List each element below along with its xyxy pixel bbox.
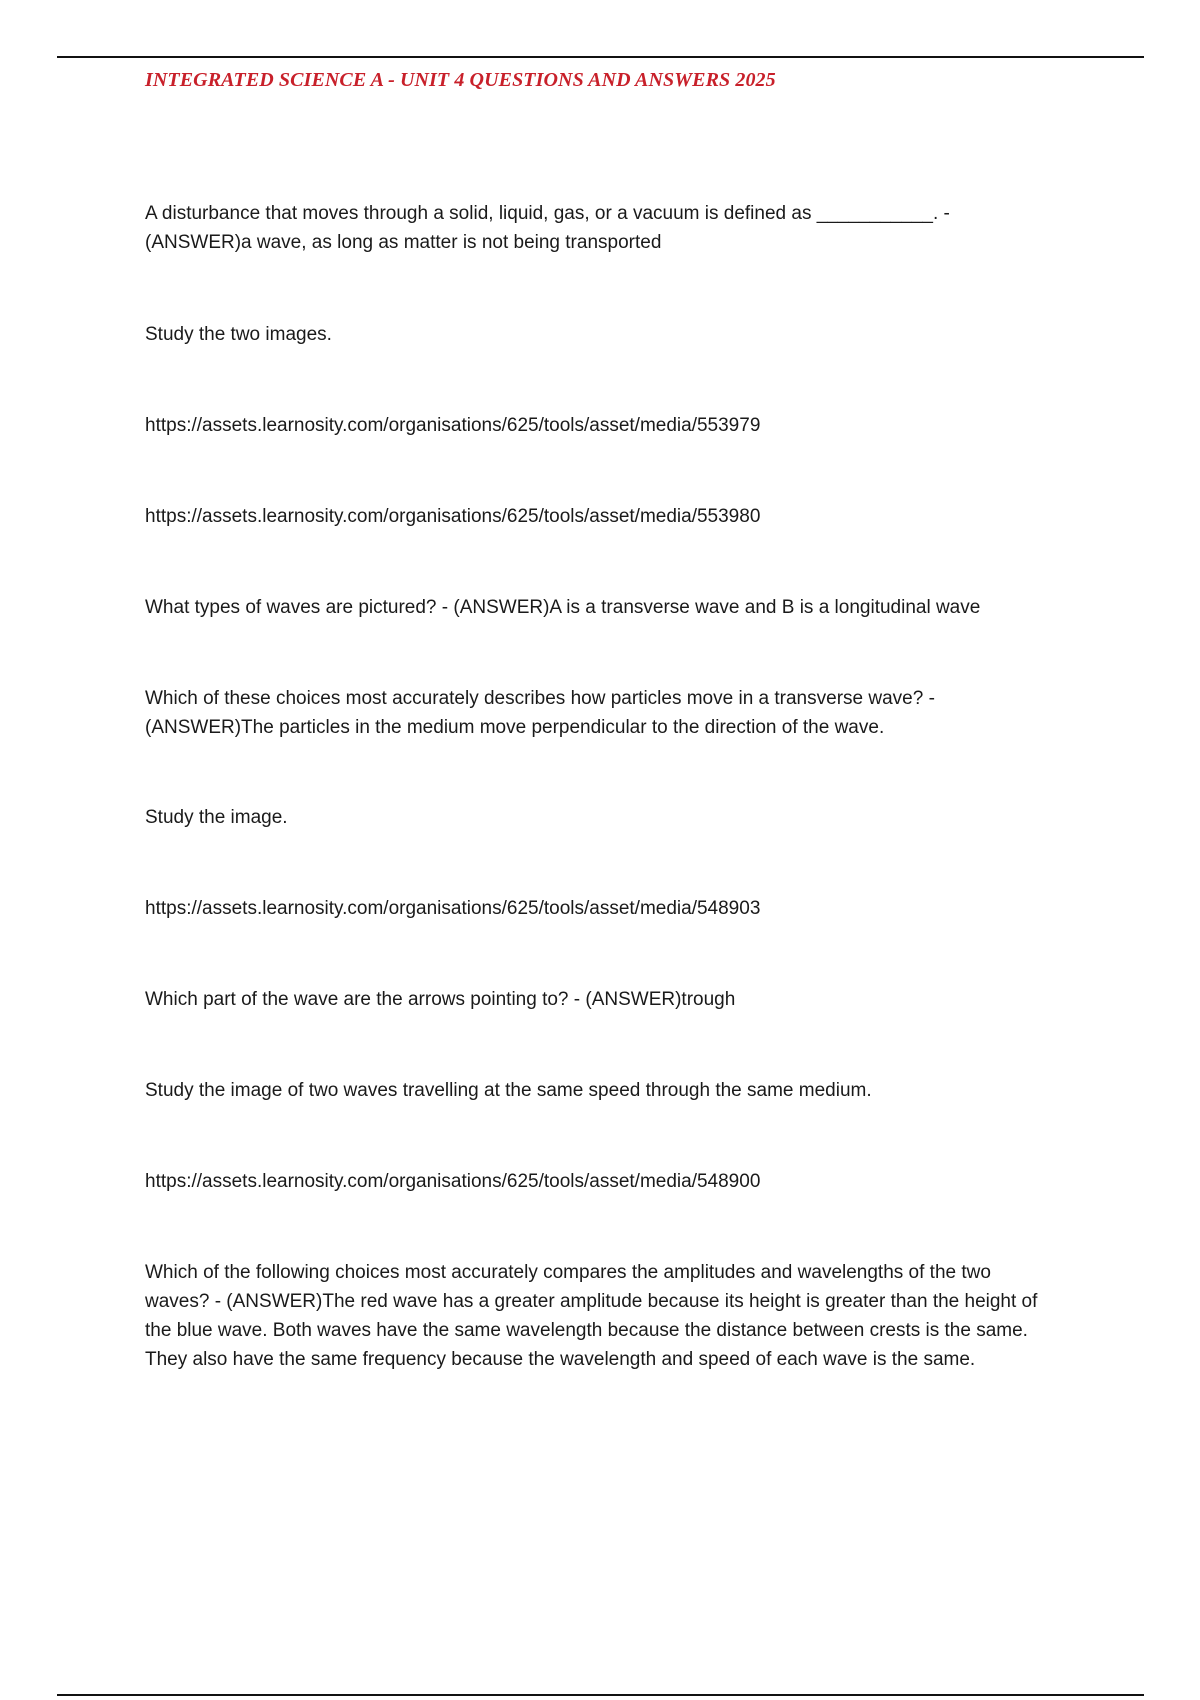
text-line: (ANSWER)The particles in the medium move perpendicular to the direction of the wave. [145, 717, 885, 738]
qa-paragraph-1 [145, 199, 1095, 257]
media-url-paragraph [145, 502, 1095, 531]
media-url-paragraph [145, 1167, 1095, 1196]
instruction-paragraph [145, 320, 1095, 349]
text-line: the blue wave. Both waves have the same wavelength because the distance between crests is the same. [145, 1320, 1028, 1341]
qa-paragraph-3 [145, 684, 1095, 742]
text-line: (ANSWER)a wave, as long as matter is not being transported [145, 232, 662, 253]
media-url-paragraph [145, 894, 1095, 923]
text-line: waves? - (ANSWER)The red wave has a greater amplitude because its height is greater than the height of [145, 1291, 1038, 1312]
media-url: https://assets.learnosity.com/organisations/625/tools/asset/media/553979 [145, 415, 761, 436]
media-url-paragraph [145, 411, 1095, 440]
media-url: https://assets.learnosity.com/organisations/625/tools/asset/media/553980 [145, 506, 761, 527]
text-line: Which of the following choices most accurately compares the amplitudes and wavelengths of the two [145, 1262, 991, 1283]
qa-paragraph-2 [145, 593, 1095, 622]
text-line: Which part of the wave are the arrows pointing to? - (ANSWER)trough [145, 989, 736, 1010]
top-rule [57, 56, 1144, 58]
instruction-paragraph [145, 803, 1095, 832]
media-url: https://assets.learnosity.com/organisations/625/tools/asset/media/548903 [145, 898, 761, 919]
text-line: Study the image. [145, 807, 288, 828]
text-line: They also have the same frequency because the wavelength and speed of each wave is the same. [145, 1349, 976, 1370]
qa-paragraph-4 [145, 985, 1095, 1014]
qa-paragraph-5 [145, 1258, 1095, 1374]
text-line: Which of these choices most accurately describes how particles move in a transverse wave? - [145, 688, 935, 709]
page-title: INTEGRATED SCIENCE A - UNIT 4 QUESTIONS AND ANSWERS 2025 [145, 69, 776, 91]
bottom-rule [57, 1694, 1144, 1696]
instruction-paragraph [145, 1076, 1095, 1105]
media-url: https://assets.learnosity.com/organisations/625/tools/asset/media/548900 [145, 1171, 761, 1192]
text-line: A disturbance that moves through a solid, liquid, gas, or a vacuum is defined as ___________. - [145, 203, 950, 224]
text-line: Study the image of two waves travelling at the same speed through the same medium. [145, 1080, 872, 1101]
text-line: Study the two images. [145, 324, 332, 345]
text-line: What types of waves are pictured? - (ANSWER)A is a transverse wave and B is a longitudinal wave [145, 597, 981, 618]
